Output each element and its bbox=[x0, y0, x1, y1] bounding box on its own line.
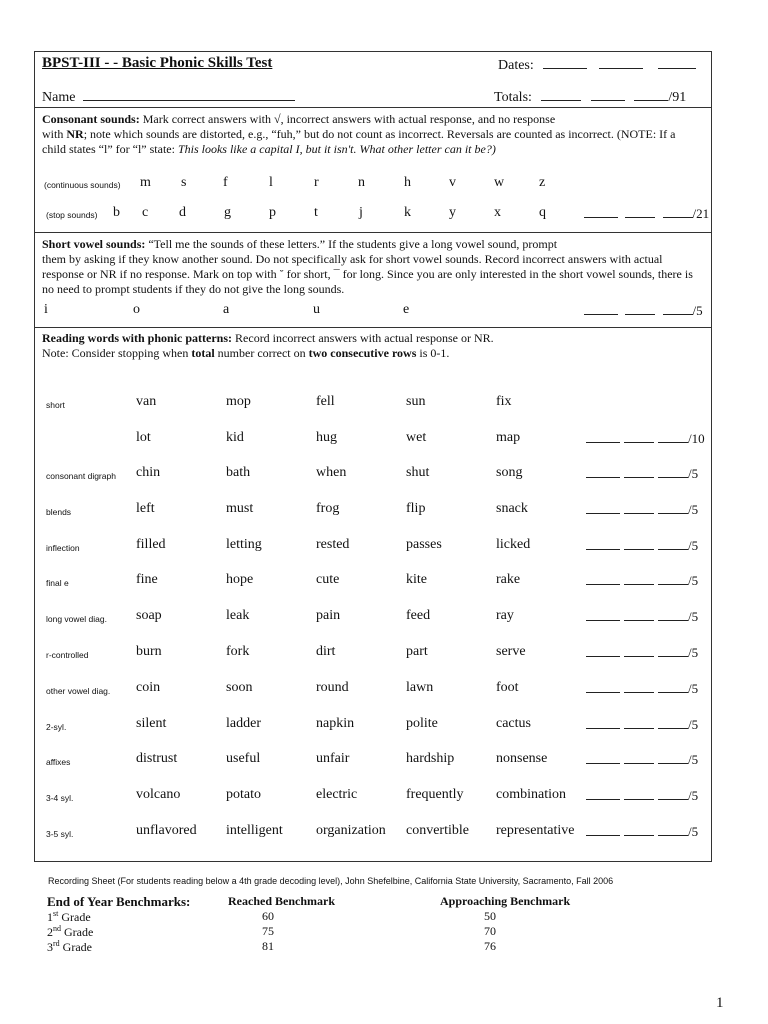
word-item: fell bbox=[316, 394, 335, 409]
row-label: 3-5 syl. bbox=[46, 829, 74, 839]
dates-label: Dates: bbox=[498, 58, 534, 73]
totals-row bbox=[494, 88, 686, 106]
word-item: fix bbox=[496, 394, 512, 409]
short-vowel-heading: Short vowel sounds: bbox=[42, 237, 146, 251]
stop-letter: d bbox=[179, 205, 186, 220]
row-label: other vowel diag. bbox=[46, 686, 111, 696]
word-item: distrust bbox=[136, 751, 178, 766]
word-item: combination bbox=[496, 787, 566, 802]
stop-letter: c bbox=[142, 205, 149, 220]
word-item: representative bbox=[496, 823, 575, 838]
word-item: bath bbox=[226, 465, 251, 480]
score-blank-1[interactable] bbox=[586, 537, 620, 550]
word-item: ray bbox=[496, 608, 514, 623]
word-item: fine bbox=[136, 572, 158, 587]
word-item: licked bbox=[496, 537, 531, 552]
score-blank-2[interactable] bbox=[624, 823, 654, 836]
score-blank-2[interactable] bbox=[624, 751, 654, 764]
score-blank-1[interactable] bbox=[586, 716, 620, 729]
reached-value: 60 bbox=[262, 909, 274, 923]
continuous-letter: l bbox=[269, 175, 273, 190]
score-blank-3[interactable] bbox=[658, 501, 688, 514]
word-item: round bbox=[316, 680, 349, 695]
word-item: ladder bbox=[226, 716, 261, 731]
benchmarks-heading: End of Year Benchmarks: bbox=[47, 894, 191, 909]
word-item: kite bbox=[406, 572, 427, 587]
score-blank-2[interactable] bbox=[624, 572, 654, 585]
score-blank-2[interactable] bbox=[624, 608, 654, 621]
date-field-3[interactable] bbox=[658, 56, 696, 69]
reached-heading: Reached Benchmark bbox=[228, 894, 335, 908]
word-item: fork bbox=[226, 644, 250, 659]
score-blank-3[interactable] bbox=[658, 572, 688, 585]
row-score: /5 bbox=[586, 608, 698, 625]
score-blank-3[interactable] bbox=[658, 608, 688, 621]
row-label: short bbox=[46, 400, 65, 410]
section-divider bbox=[34, 327, 712, 328]
score-blank-3[interactable] bbox=[658, 430, 688, 443]
word-item: flip bbox=[406, 501, 426, 516]
stop-letter: x bbox=[494, 205, 501, 220]
continuous-letter: r bbox=[314, 175, 319, 190]
score-blank-1[interactable] bbox=[586, 751, 620, 764]
stop-letter: y bbox=[449, 205, 456, 220]
word-item: leak bbox=[226, 608, 250, 623]
word-item: wet bbox=[406, 430, 427, 445]
score-blank-3[interactable] bbox=[658, 465, 688, 478]
word-item: unfair bbox=[316, 751, 350, 766]
stop-letter: g bbox=[224, 205, 231, 220]
word-item: hardship bbox=[406, 751, 455, 766]
word-item: sun bbox=[406, 394, 426, 409]
name-label: Name bbox=[42, 90, 76, 105]
word-item: mop bbox=[226, 394, 251, 409]
word-item: dirt bbox=[316, 644, 336, 659]
word-item: feed bbox=[406, 608, 431, 623]
row-score: /5 bbox=[586, 572, 698, 589]
row-score: /5 bbox=[586, 501, 698, 518]
word-item: napkin bbox=[316, 716, 355, 731]
word-item: volcano bbox=[136, 787, 181, 802]
score-blank-2[interactable] bbox=[625, 302, 655, 315]
word-item: frequently bbox=[406, 787, 464, 802]
score-blank-1[interactable] bbox=[586, 430, 620, 443]
date-field-1[interactable] bbox=[543, 56, 587, 69]
word-item: foot bbox=[496, 680, 519, 695]
continuous-letter: s bbox=[181, 175, 187, 190]
name-field[interactable] bbox=[83, 88, 295, 101]
word-item: silent bbox=[136, 716, 167, 731]
score-blank-1[interactable] bbox=[586, 680, 620, 693]
reading-words-heading: Reading words with phonic patterns: bbox=[42, 331, 233, 345]
short-vowel-score: /5 bbox=[584, 302, 703, 319]
row-score: /5 bbox=[586, 716, 698, 733]
score-blank-3[interactable] bbox=[658, 537, 688, 550]
name-row bbox=[42, 88, 295, 106]
word-item: frog bbox=[316, 501, 340, 516]
word-item: passes bbox=[406, 537, 442, 552]
word-item: pain bbox=[316, 608, 341, 623]
word-item: when bbox=[316, 465, 347, 480]
page-number: 1 bbox=[716, 995, 724, 1011]
score-blank-1[interactable] bbox=[586, 608, 620, 621]
totals-denominator: /91 bbox=[668, 90, 687, 105]
dates-row bbox=[498, 56, 696, 74]
approaching-heading: Approaching Benchmark bbox=[440, 894, 571, 908]
score-blank-3[interactable] bbox=[658, 680, 688, 693]
continuous-label: (continuous sounds) bbox=[44, 180, 121, 190]
score-blank-1[interactable] bbox=[586, 787, 620, 800]
stop-letter: b bbox=[113, 205, 120, 220]
reached-value: 75 bbox=[262, 924, 274, 938]
row-label: 3-4 syl. bbox=[46, 793, 74, 803]
continuous-letter: f bbox=[223, 175, 228, 190]
word-item: coin bbox=[136, 680, 161, 695]
row-score: /5 bbox=[586, 465, 698, 482]
score-blank-1[interactable] bbox=[586, 644, 620, 657]
row-score: /5 bbox=[586, 823, 698, 840]
totals-label: Totals: bbox=[494, 90, 532, 105]
continuous-letter: z bbox=[539, 175, 546, 190]
grade-label: 3rd Grade bbox=[47, 939, 92, 954]
score-blank-2[interactable] bbox=[624, 716, 654, 729]
score-blank-2[interactable] bbox=[624, 787, 654, 800]
row-label: affixes bbox=[46, 757, 71, 767]
row-score: /5 bbox=[586, 537, 698, 554]
word-item: intelligent bbox=[226, 823, 283, 838]
row-score: /5 bbox=[586, 644, 698, 661]
word-item: lot bbox=[136, 430, 151, 445]
score-blank-2[interactable] bbox=[624, 644, 654, 657]
score-blank-3[interactable] bbox=[658, 823, 688, 836]
vowel-letter: i bbox=[44, 302, 48, 317]
word-item: organization bbox=[316, 823, 386, 838]
approaching-value: 76 bbox=[484, 939, 496, 953]
row-label: long vowel diag. bbox=[46, 614, 107, 624]
word-item: chin bbox=[136, 465, 161, 480]
score-blank-1[interactable] bbox=[586, 501, 620, 514]
word-item: unflavored bbox=[136, 823, 197, 838]
row-label: final e bbox=[46, 578, 69, 588]
date-field-2[interactable] bbox=[599, 56, 643, 69]
word-item: left bbox=[136, 501, 155, 516]
word-item: letting bbox=[226, 537, 262, 552]
word-item: cactus bbox=[496, 716, 531, 731]
stop-letter: p bbox=[269, 205, 276, 220]
word-item: hug bbox=[316, 430, 337, 445]
word-item: part bbox=[406, 644, 428, 659]
grade-label: 1st Grade bbox=[47, 909, 91, 924]
score-blank-3[interactable] bbox=[658, 644, 688, 657]
word-item: snack bbox=[496, 501, 528, 516]
word-item: electric bbox=[316, 787, 358, 802]
vowel-letter: o bbox=[133, 302, 140, 317]
score-blank-1[interactable] bbox=[586, 823, 620, 836]
word-item: lawn bbox=[406, 680, 434, 695]
score-blank-2[interactable] bbox=[624, 537, 654, 550]
form-frame bbox=[34, 51, 712, 862]
total-field-1[interactable] bbox=[541, 88, 581, 101]
word-item: polite bbox=[406, 716, 438, 731]
row-score: /5 bbox=[586, 787, 698, 804]
row-score: /5 bbox=[586, 751, 698, 768]
score-blank-3[interactable] bbox=[658, 751, 688, 764]
score-blank-1[interactable] bbox=[584, 205, 618, 218]
score-blank-2[interactable] bbox=[624, 501, 654, 514]
row-label: inflection bbox=[46, 543, 80, 553]
row-label: 2-syl. bbox=[46, 722, 67, 732]
score-blank-3[interactable] bbox=[658, 716, 688, 729]
section-divider bbox=[34, 107, 712, 108]
row-score: /5 bbox=[586, 680, 698, 697]
word-item: must bbox=[226, 501, 254, 516]
short-vowel-instructions: Short vowel sounds: “Tell me the sounds of these letters.” If the students give a long vowel sound, prompt them by asking if they know another sound. Do not specifically ask for short vowel sounds. Record incorrect answers with actual response or NR if no response. Mark on top with ˘ for short, ¯ for long. Since you are only interested in the short vowel sounds, there is no need to prompt students if they do not give the long sounds. bbox=[42, 237, 693, 296]
stop-letter: k bbox=[404, 205, 411, 220]
word-item: shut bbox=[406, 465, 430, 480]
continuous-letter: w bbox=[494, 175, 505, 190]
word-item: soap bbox=[136, 608, 162, 623]
continuous-letter: v bbox=[449, 175, 456, 190]
reading-words-instructions: Reading words with phonic patterns: Record incorrect answers with actual response or NR. Note: Consider stopping when total number correct on two consecutive rows is 0-1. bbox=[42, 331, 494, 360]
consonant-heading: Consonant sounds: bbox=[42, 112, 140, 126]
continuous-letter: m bbox=[140, 175, 151, 190]
stop-letter: q bbox=[539, 205, 546, 220]
total-field-3[interactable] bbox=[634, 88, 668, 101]
section-divider bbox=[34, 232, 712, 233]
continuous-letter: n bbox=[358, 175, 365, 190]
row-label: r-controlled bbox=[46, 650, 89, 660]
stop-letter: j bbox=[359, 205, 363, 220]
score-blank-1[interactable] bbox=[584, 302, 618, 315]
score-blank-1[interactable] bbox=[586, 465, 620, 478]
row-score: /10 bbox=[586, 430, 705, 447]
total-field-2[interactable] bbox=[591, 88, 625, 101]
page-title: BPST-III - - Basic Phonic Skills Test bbox=[42, 55, 273, 71]
word-item: potato bbox=[226, 787, 261, 802]
word-item: cute bbox=[316, 572, 340, 587]
vowel-letter: a bbox=[223, 302, 230, 317]
grade-label: 2nd Grade bbox=[47, 924, 94, 939]
stop-letter: t bbox=[314, 205, 318, 220]
word-item: convertible bbox=[406, 823, 469, 838]
score-blank-3[interactable] bbox=[663, 302, 693, 315]
word-item: useful bbox=[226, 751, 261, 766]
consonant-score: /21 bbox=[584, 205, 709, 222]
score-blank-2[interactable] bbox=[624, 680, 654, 693]
word-item: soon bbox=[226, 680, 253, 695]
word-item: hope bbox=[226, 572, 254, 587]
row-label: blends bbox=[46, 507, 72, 517]
continuous-letter: h bbox=[404, 175, 411, 190]
row-label: consonant digraph bbox=[46, 471, 116, 481]
word-item: rake bbox=[496, 572, 521, 587]
word-item: nonsense bbox=[496, 751, 548, 766]
word-item: song bbox=[496, 465, 523, 480]
vowel-letter: u bbox=[313, 302, 320, 317]
vowel-letter: e bbox=[403, 302, 410, 317]
word-item: filled bbox=[136, 537, 166, 552]
score-blank-1[interactable] bbox=[586, 572, 620, 585]
score-blank-2[interactable] bbox=[624, 430, 654, 443]
score-blank-3[interactable] bbox=[658, 787, 688, 800]
word-item: van bbox=[136, 394, 157, 409]
word-item: kid bbox=[226, 430, 244, 445]
stop-label: (stop sounds) bbox=[46, 210, 98, 220]
word-item: serve bbox=[496, 644, 526, 659]
approaching-value: 50 bbox=[484, 909, 496, 923]
word-item: burn bbox=[136, 644, 162, 659]
reached-value: 81 bbox=[262, 939, 274, 953]
word-item: map bbox=[496, 430, 521, 445]
score-blank-3[interactable] bbox=[663, 205, 693, 218]
consonant-instructions: Consonant sounds: Mark correct answers with √, incorrect answers with actual response, and no response with NR; note which sounds are distorted, e.g., “fuh,” but do not count as incorrect. Reversals are counted as incorrect. (NOTE: If a child states “l” for “l” state: This looks like a capital I, but it isn't. What other letter can it be?) bbox=[42, 112, 676, 156]
score-blank-2[interactable] bbox=[625, 205, 655, 218]
score-blank-2[interactable] bbox=[624, 465, 654, 478]
approaching-value: 70 bbox=[484, 924, 496, 938]
recording-note: Recording Sheet (For students reading below a 4th grade decoding level), John Shefelbine, California State University, Sacramento, Fall 2006 bbox=[48, 876, 614, 886]
word-item: rested bbox=[316, 537, 350, 552]
